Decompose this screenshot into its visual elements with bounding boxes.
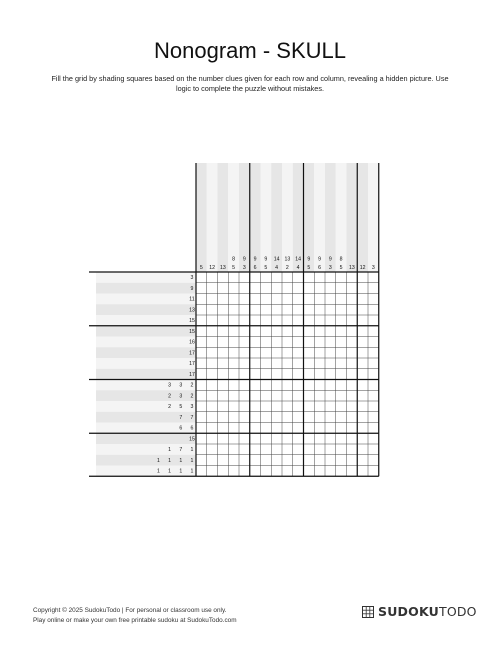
column-clue-band: [368, 163, 379, 272]
row-clue-number: 1: [168, 457, 172, 464]
column-clue-number: 3: [242, 265, 246, 271]
row-clue-number: 1: [190, 457, 194, 464]
row-clue-number: 1: [168, 468, 172, 475]
copyright-text: Copyright © 2025 SudokuTodo | For personal or classroom use only.: [33, 607, 227, 614]
column-clue-number: 9: [264, 256, 268, 263]
row-clue-number: 7: [179, 414, 183, 421]
column-clue-band: [347, 163, 358, 272]
row-clue-number: 3: [168, 382, 172, 389]
row-clue-band: [96, 369, 196, 380]
row-clue-band: [96, 315, 196, 326]
row-clue-number: 3: [179, 393, 183, 400]
row-clue-band: [96, 347, 196, 358]
column-clue-number: 6: [253, 265, 257, 271]
column-clue-number: 14: [295, 256, 302, 263]
row-clue-number: 1: [168, 447, 172, 454]
row-clue-number: 7: [179, 447, 183, 454]
row-clue-number: 1: [190, 468, 194, 475]
row-clue-number: 9: [190, 285, 194, 292]
row-clue-number: 6: [190, 425, 194, 432]
column-clue-number: 8: [339, 256, 343, 263]
row-clue-number: 2: [190, 393, 194, 400]
row-clue-number: 1: [156, 468, 160, 475]
promo-text: Play online or make your own free printable sudoku at SudokuTodo.com: [33, 617, 237, 624]
column-clue-number: 13: [219, 265, 226, 271]
nonogram-puzzle: [89, 163, 391, 489]
row-clue-number: 1: [179, 468, 183, 475]
footer: [33, 606, 237, 626]
column-clue-number: 4: [296, 265, 300, 271]
row-clue-number: 13: [189, 307, 195, 314]
row-clue-number: 5: [179, 404, 183, 411]
column-clue-number: 6: [318, 265, 322, 271]
row-clue-number: 11: [189, 296, 195, 303]
column-clue-number: 14: [273, 256, 280, 263]
row-clue-number: 15: [189, 318, 195, 325]
column-clue-band: [207, 163, 218, 272]
column-clue-number: 4: [275, 265, 279, 271]
column-clue-number: 3: [328, 265, 332, 271]
column-clue-number: 9: [307, 256, 311, 263]
column-clue-band: [218, 163, 229, 272]
row-clue-number: 1: [179, 457, 183, 464]
row-clue-number: 17: [189, 361, 195, 368]
column-clue-number: 13: [284, 256, 291, 263]
row-clue-band: [96, 272, 196, 283]
brand-name-bold: SUDOKU: [378, 604, 439, 619]
row-clue-number: 1: [190, 447, 194, 454]
row-clue-number: 3: [190, 275, 194, 282]
row-clue-band: [96, 337, 196, 348]
column-clue-number: 5: [232, 265, 236, 271]
column-clue-number: 5: [339, 265, 343, 271]
row-clue-band: [96, 358, 196, 369]
row-clue-number: 7: [190, 414, 194, 421]
row-clue-number: 2: [168, 393, 172, 400]
row-clue-number: 17: [189, 371, 195, 378]
row-clue-number: 15: [189, 328, 195, 335]
row-clue-number: 15: [189, 436, 195, 443]
column-clue-number: 13: [348, 265, 355, 271]
row-clue-band: [96, 433, 196, 444]
column-clue-number: 2: [285, 265, 289, 271]
column-clue-number: 9: [328, 256, 332, 263]
column-clue-band: [357, 163, 368, 272]
row-clue-number: 17: [189, 350, 195, 357]
row-clue-number: 2: [190, 382, 194, 389]
row-clue-number: 16: [189, 339, 195, 346]
row-clue-number: 3: [190, 404, 194, 411]
column-clue-number: 5: [307, 265, 311, 271]
row-clue-band: [96, 294, 196, 305]
row-clue-number: 1: [156, 457, 160, 464]
brand-name-light: TODO: [438, 604, 477, 619]
column-clue-band: [196, 163, 207, 272]
page-title: Nonogram - SKULL: [154, 38, 346, 63]
row-clue-band: [96, 283, 196, 294]
brand-logo: [362, 604, 477, 619]
column-clue-number: 9: [253, 256, 257, 263]
column-clue-number: 5: [264, 265, 268, 271]
row-clue-number: 6: [179, 425, 183, 432]
column-clue-number: 8: [232, 256, 236, 263]
sudoku-grid-logo-icon: [362, 606, 374, 618]
column-clue-number: 12: [359, 265, 366, 271]
row-clue-band: [96, 304, 196, 315]
column-clue-number: 3: [371, 265, 375, 271]
instructions-text: Fill the grid by shading squares based on the number clues given for each row and column, revealing a hidden picture. Use logic to complete the puzzle without mistakes.: [51, 74, 449, 93]
row-clue-number: 3: [179, 382, 183, 389]
row-clue-band: [96, 326, 196, 337]
column-clue-number: 9: [318, 256, 322, 263]
column-clue-number: 12: [209, 265, 216, 271]
column-clue-number: 9: [242, 256, 246, 263]
column-clue-number: 5: [199, 265, 203, 271]
row-clue-number: 2: [168, 404, 172, 411]
